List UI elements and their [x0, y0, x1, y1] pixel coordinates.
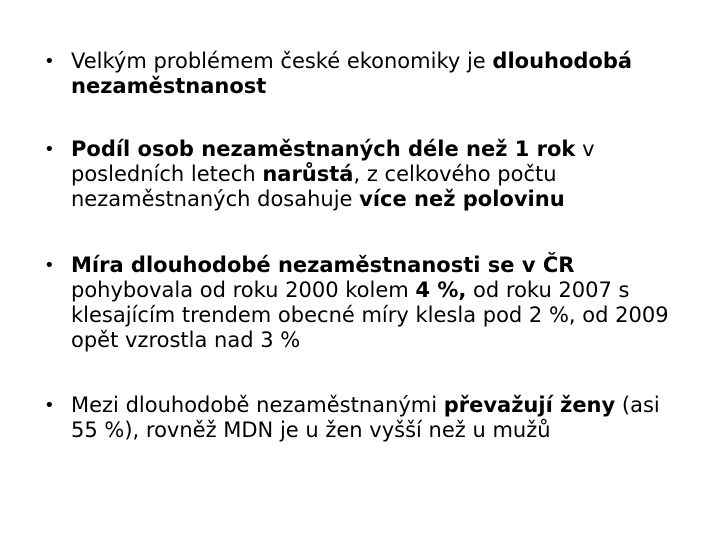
text-segment: , z celkového počtu nezaměstnaných dosahuje: [71, 162, 557, 211]
text-segment: v posledních letech: [71, 137, 595, 186]
text-segment: pohybovala od roku 2000 kolem: [71, 278, 416, 302]
text-segment: Mezi dlouhodobě nezaměstnanými: [71, 393, 444, 417]
text-segment-bold: Míra dlouhodobé nezaměstnanosti se v ČR: [71, 253, 575, 277]
text-segment-bold: narůstá: [262, 162, 354, 186]
bullet-dot-icon: •: [44, 139, 55, 160]
text-segment: od roku 2007 s klesajícím trendem obecné míry klesla pod 2 %, od 2009 opět vzrostla nad 3 %: [71, 278, 669, 352]
bullet-item-long-term-unemployment: [44, 49, 691, 99]
text-segment-bold: Podíl osob nezaměstnaných déle než 1 rok: [71, 137, 576, 161]
bullet-item-share-over-one-year: [44, 137, 691, 212]
bullet-text: [71, 253, 669, 352]
text-segment-bold: dlouhodobá nezaměstnanost: [71, 49, 633, 98]
bullet-text: [71, 137, 595, 211]
bullet-dot-icon: •: [44, 51, 55, 72]
text-segment-bold: více než polovinu: [359, 187, 565, 211]
text-segment: Velkým problémem české ekonomiky je: [71, 49, 493, 73]
bullet-dot-icon: •: [44, 255, 55, 276]
text-segment-bold: převažují ženy: [443, 393, 616, 417]
bullet-text: [71, 49, 632, 98]
bullet-text: [71, 393, 660, 442]
bullet-dot-icon: •: [44, 395, 55, 416]
bullet-item-women-majority: [44, 393, 691, 443]
text-segment: (asi 55 %), rovněž MDN je u žen vyšší než u mužů: [71, 393, 660, 442]
bullet-item-rate-in-cr: [44, 253, 691, 353]
text-segment-bold: 4 %,: [415, 278, 467, 302]
